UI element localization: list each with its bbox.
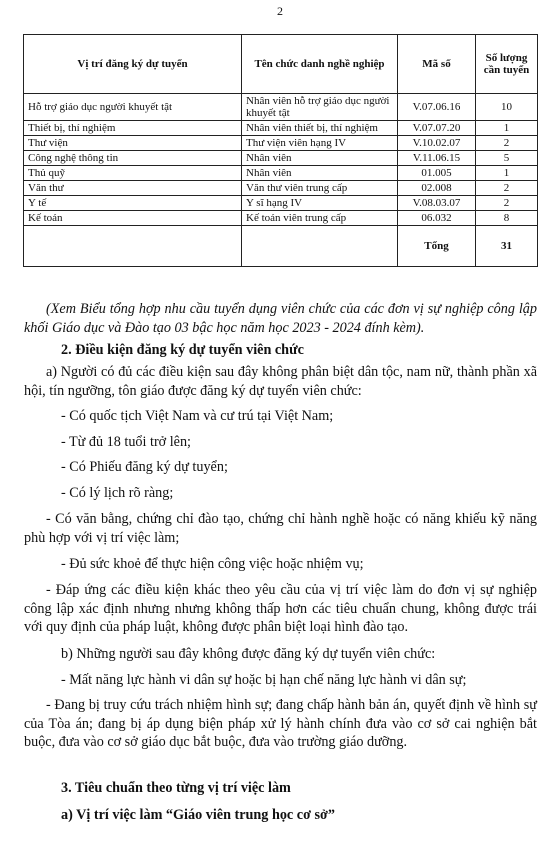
cell-title: Nhân viên: [242, 151, 398, 166]
cell-empty: [24, 226, 242, 267]
section-3a-title: a) Vị trí việc làm “Giáo viên trung học cơ sở”: [61, 807, 335, 823]
cell-code: V.07.06.16: [398, 94, 476, 121]
exclusion-item: - Đang bị truy cứu trách nhiệm hình sự; đang chấp hành bản án, quyết định về hình sự của Tòa án; đang bị áp dụng biện pháp xử lý hành chính đưa vào cơ sở cai nghiện bắt buộc, đưa vào cơ sở giáo dục bắt buộc, đưa vào trường giáo dưỡng.: [24, 697, 537, 750]
cell-code: V.07.07.20: [398, 121, 476, 136]
cell-position: Thủ quỹ: [24, 166, 242, 181]
table-total-row: [24, 226, 538, 267]
cell-quantity: 10: [476, 94, 538, 121]
cell-quantity: 2: [476, 196, 538, 211]
cell-empty: [242, 226, 398, 267]
condition-item: - Có quốc tịch Việt Nam và cư trú tại Việt Nam;: [61, 408, 334, 424]
header-position: Vị trí đăng ký dự tuyển: [24, 35, 242, 94]
cell-quantity: 1: [476, 166, 538, 181]
cell-title: Văn thư viên trung cấp: [242, 181, 398, 196]
total-label: Tổng: [398, 226, 476, 267]
table-row: [24, 136, 538, 151]
table-row: [24, 211, 538, 226]
section-2-title: 2. Điều kiện đăng ký dự tuyển viên chức: [61, 342, 304, 358]
exclusion-item: - Mất năng lực hành vi dân sự hoặc bị hạn chế năng lực hành vi dân sự;: [61, 672, 467, 688]
cell-title: Kế toán viên trung cấp: [242, 211, 398, 226]
cell-code: V.08.03.07: [398, 196, 476, 211]
condition-item: - Đáp ứng các điều kiện khác theo yêu cầu của vị trí việc làm do đơn vị sự nghiệp công lập xác định nhưng nhưng không thấp hơn các tiêu chuẩn chung, không được trái với quy định của pháp luật, không được phân biệt loại hình đào tạo.: [24, 582, 537, 635]
header-title: Tên chức danh nghề nghiệp: [242, 35, 398, 94]
recruitment-table: [23, 34, 538, 267]
cell-quantity: 2: [476, 136, 538, 151]
cell-position: Thiết bị, thí nghiệm: [24, 121, 242, 136]
table-header-row: [24, 35, 538, 94]
cell-quantity: 5: [476, 151, 538, 166]
table-row: [24, 196, 538, 211]
page-number: 2: [277, 4, 283, 18]
condition-item: - Có lý lịch rõ ràng;: [61, 485, 174, 501]
cell-code: V.11.06.15: [398, 151, 476, 166]
header-quantity: Số lượng cần tuyển: [476, 35, 538, 94]
table-row: [24, 121, 538, 136]
cell-title: Thư viện viên hạng IV: [242, 136, 398, 151]
cell-title: Nhân viên: [242, 166, 398, 181]
cell-title: Nhân viên thiết bị, thí nghiệm: [242, 121, 398, 136]
cell-code: 06.032: [398, 211, 476, 226]
condition-item: - Từ đủ 18 tuổi trở lên;: [61, 434, 191, 450]
condition-item: - Đủ sức khoẻ để thực hiện công việc hoặc nhiệm vụ;: [61, 556, 364, 572]
section-3-title: 3. Tiêu chuẩn theo từng vị trí việc làm: [61, 780, 291, 796]
cell-code: 01.005: [398, 166, 476, 181]
cell-quantity: 8: [476, 211, 538, 226]
cell-code: V.10.02.07: [398, 136, 476, 151]
cell-position: Y tế: [24, 196, 242, 211]
table-row: [24, 151, 538, 166]
cell-position: Công nghệ thông tin: [24, 151, 242, 166]
cell-position: Thư viện: [24, 136, 242, 151]
note-paragraph: (Xem Biểu tổng hợp nhu cầu tuyển dụng viên chức của các đơn vị sự nghiệp công lập khối Giáo dục và Đào tạo 03 bậc học năm học 2023 - 2024 đính kèm).: [24, 301, 537, 336]
header-code: Mã số: [398, 35, 476, 94]
table-row: [24, 181, 538, 196]
cell-title: Nhân viên hỗ trợ giáo dục người khuyết tật: [242, 94, 398, 121]
cell-position: Hỗ trợ giáo dục người khuyết tật: [24, 94, 242, 121]
cell-code: 02.008: [398, 181, 476, 196]
table-row: [24, 94, 538, 121]
cell-position: Kế toán: [24, 211, 242, 226]
condition-item: - Có văn bằng, chứng chỉ đào tạo, chứng chỉ hành nghề hoặc có năng khiếu kỹ năng phù hợp với vị trí việc làm;: [24, 511, 537, 546]
cell-quantity: 1: [476, 121, 538, 136]
cell-position: Văn thư: [24, 181, 242, 196]
table-row: [24, 166, 538, 181]
condition-item: - Có Phiếu đăng ký dự tuyển;: [61, 459, 228, 475]
total-value: 31: [476, 226, 538, 267]
section-2b-paragraph: b) Những người sau đây không được đăng ký dự tuyển viên chức:: [61, 646, 436, 662]
cell-title: Y sĩ hạng IV: [242, 196, 398, 211]
cell-quantity: 2: [476, 181, 538, 196]
section-2a-paragraph: a) Người có đủ các điều kiện sau đây không phân biệt dân tộc, nam nữ, thành phần xã hội, tín ngưỡng, tôn giáo được đăng ký dự tuyển viên chức:: [24, 364, 537, 399]
